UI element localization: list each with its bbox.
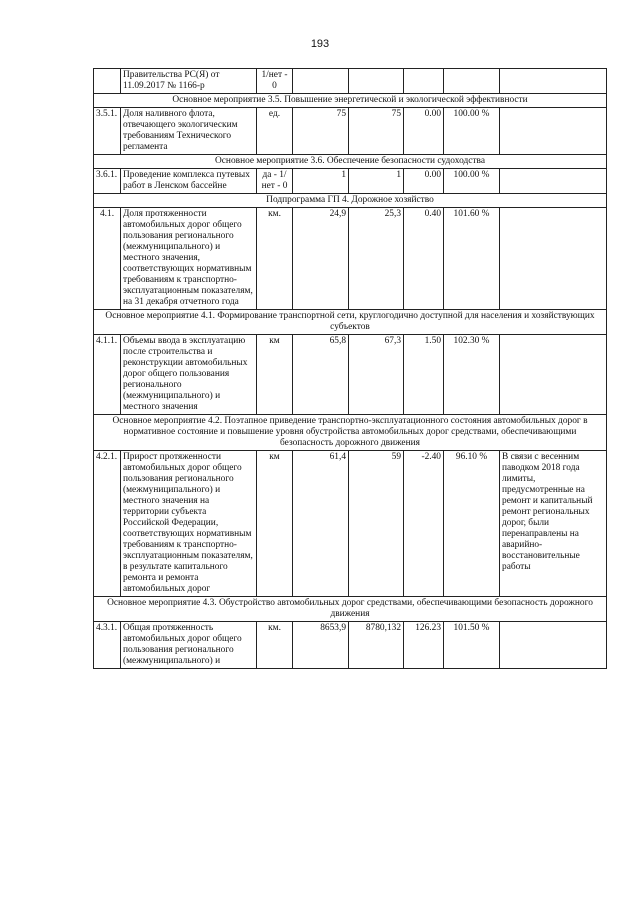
fact-cell: 59 <box>349 451 404 597</box>
plan-cell <box>293 69 349 94</box>
percent-cell: 101.50 % <box>444 622 500 669</box>
percent-cell: 101.60 % <box>444 208 500 310</box>
percent-cell: 100.00 % <box>444 169 500 194</box>
deviation-cell: 0.40 <box>404 208 444 310</box>
percent-cell: 102.30 % <box>444 335 500 415</box>
section-row <box>94 310 607 335</box>
unit-cell: км. <box>257 622 293 669</box>
plan-cell: 24,9 <box>293 208 349 310</box>
indicator-name: Общая протяженность автомобильных дорог общего пользования регионального (межмуниципального) и <box>121 622 257 669</box>
unit-cell: км. <box>257 208 293 310</box>
section-heading: Основное мероприятие 4.3. Обустройство автомобильных дорог средствами, обеспечивающими безопасность дорожного движения <box>94 597 607 622</box>
row-code: 3.5.1. <box>94 108 121 155</box>
unit-cell: 1/нет - 0 <box>257 69 293 94</box>
row-code <box>94 69 121 94</box>
section-heading: Основное мероприятие 4.2. Поэтапное приведение транспортно-эксплуатационного состояния автомобильных дорог в нормативное состояние и повышение уровня обустройства автомобильных дорог средствами, обеспечивающими безопасность дорожного движения <box>94 415 607 451</box>
note-cell <box>500 69 607 94</box>
indicators-table <box>93 68 607 669</box>
plan-cell: 65,8 <box>293 335 349 415</box>
plan-cell: 1 <box>293 169 349 194</box>
plan-cell: 61,4 <box>293 451 349 597</box>
note-cell <box>500 208 607 310</box>
fact-cell <box>349 69 404 94</box>
row-code: 4.3.1. <box>94 622 121 669</box>
table-row <box>94 622 607 669</box>
fact-cell: 8780,132 <box>349 622 404 669</box>
deviation-cell: 1.50 <box>404 335 444 415</box>
percent-cell <box>444 69 500 94</box>
note-cell <box>500 335 607 415</box>
fact-cell: 75 <box>349 108 404 155</box>
row-code: 3.6.1. <box>94 169 121 194</box>
indicator-name: Доля наливного флота, отвечающего экологическим требованиям Технического регламента <box>121 108 257 155</box>
subprogram-heading: Подпрограмма ГП 4. Дорожное хозяйство <box>94 194 607 208</box>
deviation-cell <box>404 69 444 94</box>
table-row <box>94 108 607 155</box>
row-code: 4.2.1. <box>94 451 121 597</box>
section-row <box>94 597 607 622</box>
section-row <box>94 94 607 108</box>
indicator-name: Доля протяженности автомобильных дорог общего пользования регионального (межмуниципального) и местного значения, соответствующих нормативным требованиям к транспортно-эксплуатационным показателям, на 31 декабря отчетного года <box>121 208 257 310</box>
table-row <box>94 169 607 194</box>
indicator-name: Проведение комплекса путевых работ в Ленском бассейне <box>121 169 257 194</box>
section-heading: Основное мероприятие 4.1. Формирование транспортной сети, круглогодично доступной для населения и хозяйствующих субъектов <box>94 310 607 335</box>
indicator-name: Объемы ввода в эксплуатацию после строительства и реконструкции автомобильных дорог общего пользования регионального (межмуниципального) и местного значения <box>121 335 257 415</box>
note-cell <box>500 169 607 194</box>
section-heading: Основное мероприятие 3.6. Обеспечение безопасности судоходства <box>94 155 607 169</box>
percent-cell: 96.10 % <box>444 451 500 597</box>
table-row <box>94 69 607 94</box>
row-code: 4.1. <box>94 208 121 310</box>
deviation-cell: 0.00 <box>404 108 444 155</box>
plan-cell: 8653,9 <box>293 622 349 669</box>
unit-cell: ед. <box>257 108 293 155</box>
fact-cell: 67,3 <box>349 335 404 415</box>
fact-cell: 25,3 <box>349 208 404 310</box>
percent-cell: 100.00 % <box>444 108 500 155</box>
unit-cell: км <box>257 335 293 415</box>
section-row <box>94 415 607 451</box>
section-row <box>94 194 607 208</box>
table-row <box>94 451 607 597</box>
deviation-cell: 126.23 <box>404 622 444 669</box>
indicator-name: Правительства РС(Я) от 11.09.2017 № 1166-р <box>121 69 257 94</box>
unit-cell: км <box>257 451 293 597</box>
deviation-cell: 0.00 <box>404 169 444 194</box>
note-cell <box>500 108 607 155</box>
table-row <box>94 335 607 415</box>
unit-cell: да - 1/нет - 0 <box>257 169 293 194</box>
plan-cell: 75 <box>293 108 349 155</box>
section-row <box>94 155 607 169</box>
fact-cell: 1 <box>349 169 404 194</box>
deviation-cell: -2.40 <box>404 451 444 597</box>
indicator-name: Прирост протяженности автомобильных дорог общего пользования регионального (межмуниципального) и местного значения на территории субъекта Российской Федерации, соответствующих нормативным требованиям к транспортно-эксплуатационным показателям, в результате капитального ремонта и ремонта автомобильных дорог <box>121 451 257 597</box>
page-number: 193 <box>310 38 330 50</box>
row-code: 4.1.1. <box>94 335 121 415</box>
section-heading: Основное мероприятие 3.5. Повышение энергетической и экологической эффективности <box>94 94 607 108</box>
note-cell <box>500 622 607 669</box>
note-cell: В связи с весенним паводком 2018 года лимиты, предусмотренные на ремонт и капитальный ремонт региональных дорог, были перенаправлены на аварийно-восстановительные работы <box>500 451 607 597</box>
table-row <box>94 208 607 310</box>
